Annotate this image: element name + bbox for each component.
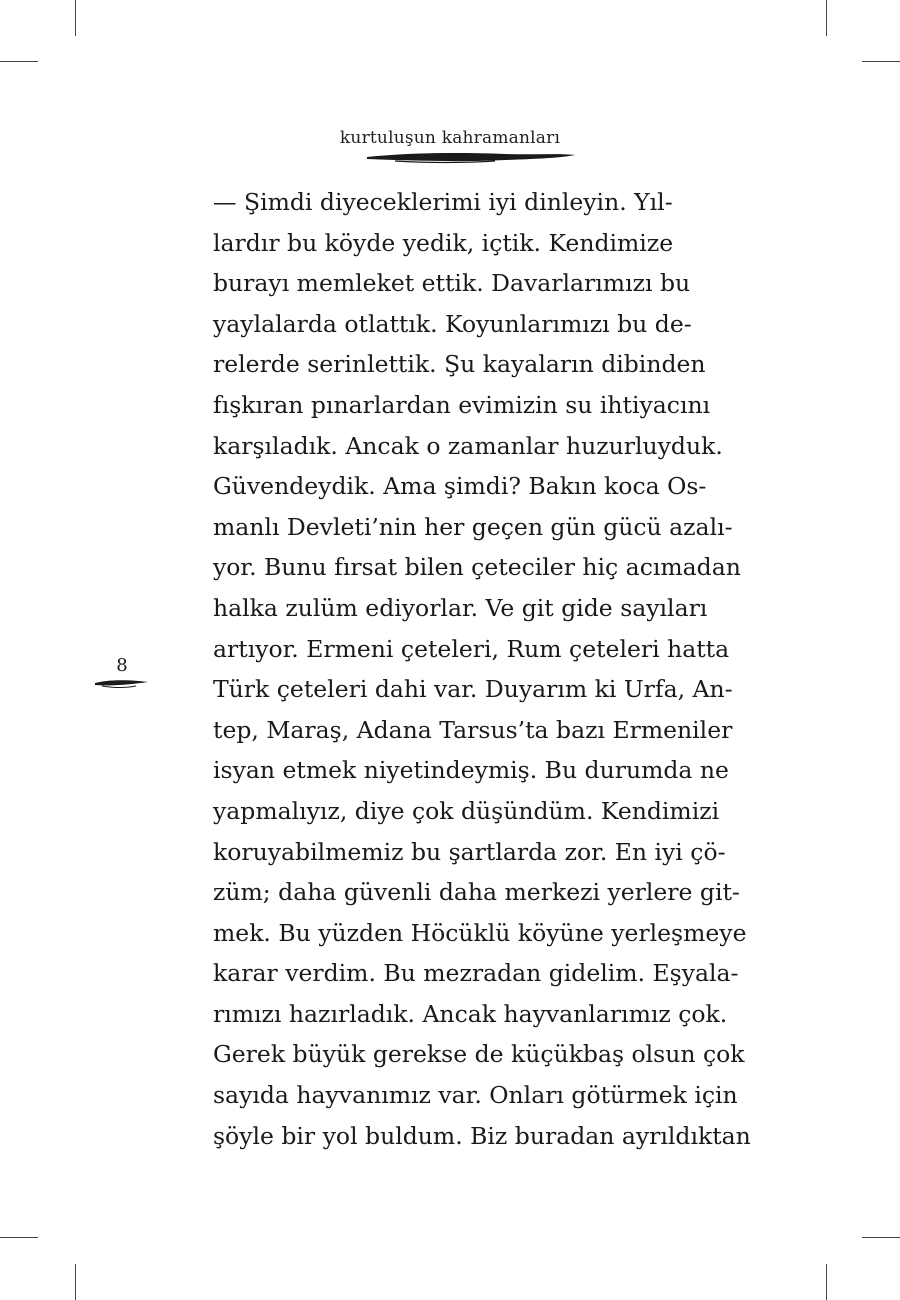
text-line: yaylalarda otlattık. Koyunlarımızı bu de- <box>213 309 692 338</box>
text-line: karşıladık. Ancak o zamanlar huzurluyduk. <box>213 431 723 460</box>
text-line: rımızı hazırladık. Ancak hayvanlarımız çok. <box>213 999 728 1028</box>
text-line: Türk çeteleri dahi var. Duyarım ki Urfa, An- <box>213 675 733 704</box>
text-line: koruyabilmemiz bu şartlarda zor. En iyi çö- <box>213 837 726 866</box>
crop-mark-left-lower <box>0 1237 38 1238</box>
crop-mark-bottom-left <box>75 1264 76 1300</box>
header-brush-stroke <box>365 150 577 164</box>
page-number-brush-stroke <box>94 677 150 689</box>
text-line: şöyle bir yol buldum. Biz buradan ayrıldıktan <box>213 1121 751 1150</box>
crop-mark-top-left <box>75 0 76 36</box>
text-line: Güvendeydik. Ama şimdi? Bakın koca Os- <box>213 472 707 501</box>
crop-mark-right-lower <box>862 1237 900 1238</box>
text-line: manlı Devleti’nin her geçen gün gücü azalı- <box>213 512 733 541</box>
crop-mark-right-upper <box>862 61 900 62</box>
text-line: fışkıran pınarlardan evimizin su ihtiyacını <box>213 390 711 419</box>
text-line: artıyor. Ermeni çeteleri, Rum çeteleri hatta <box>213 634 730 663</box>
text-line: relerde serinlettik. Şu kayaların dibinden <box>213 350 706 379</box>
text-line: burayı memleket ettik. Davarlarımızı bu <box>213 269 691 298</box>
text-line: züm; daha güvenli daha merkezi yerlere git- <box>213 878 740 907</box>
text-line: Gerek büyük gerekse de küçükbaş olsun çok <box>213 1040 745 1069</box>
text-line: karar verdim. Bu mezradan gidelim. Eşyala- <box>213 959 739 988</box>
running-head: kurtuluşun kahramanları <box>339 128 561 148</box>
text-line: sayıda hayvanımız var. Onları götürmek için <box>213 1081 738 1110</box>
text-line: yor. Bunu fırsat bilen çeteciler hiç acımadan <box>213 553 741 582</box>
body-text <box>213 182 751 1156</box>
text-line: lardır bu köyde yedik, içtik. Kendimize <box>213 228 674 257</box>
text-line: yapmalıyız, diye çok düşündüm. Kendimizi <box>213 796 720 825</box>
text-line: mek. Bu yüzden Höcüklü köyüne yerleşmeye <box>213 918 747 947</box>
text-line: tep, Maraş, Adana Tarsus’ta bazı Ermeniler <box>213 715 733 744</box>
text-line: halka zulüm ediyorlar. Ve git gide sayıları <box>213 593 708 622</box>
crop-mark-bottom-right <box>826 1264 827 1300</box>
crop-mark-left-upper <box>0 61 38 62</box>
crop-mark-top-right <box>826 0 827 36</box>
page-number: 8 <box>116 655 128 676</box>
text-line: isyan etmek niyetindeymiş. Bu durumda ne <box>213 756 729 785</box>
text-line: — Şimdi diyeceklerimi iyi dinleyin. Yıl- <box>213 188 673 216</box>
